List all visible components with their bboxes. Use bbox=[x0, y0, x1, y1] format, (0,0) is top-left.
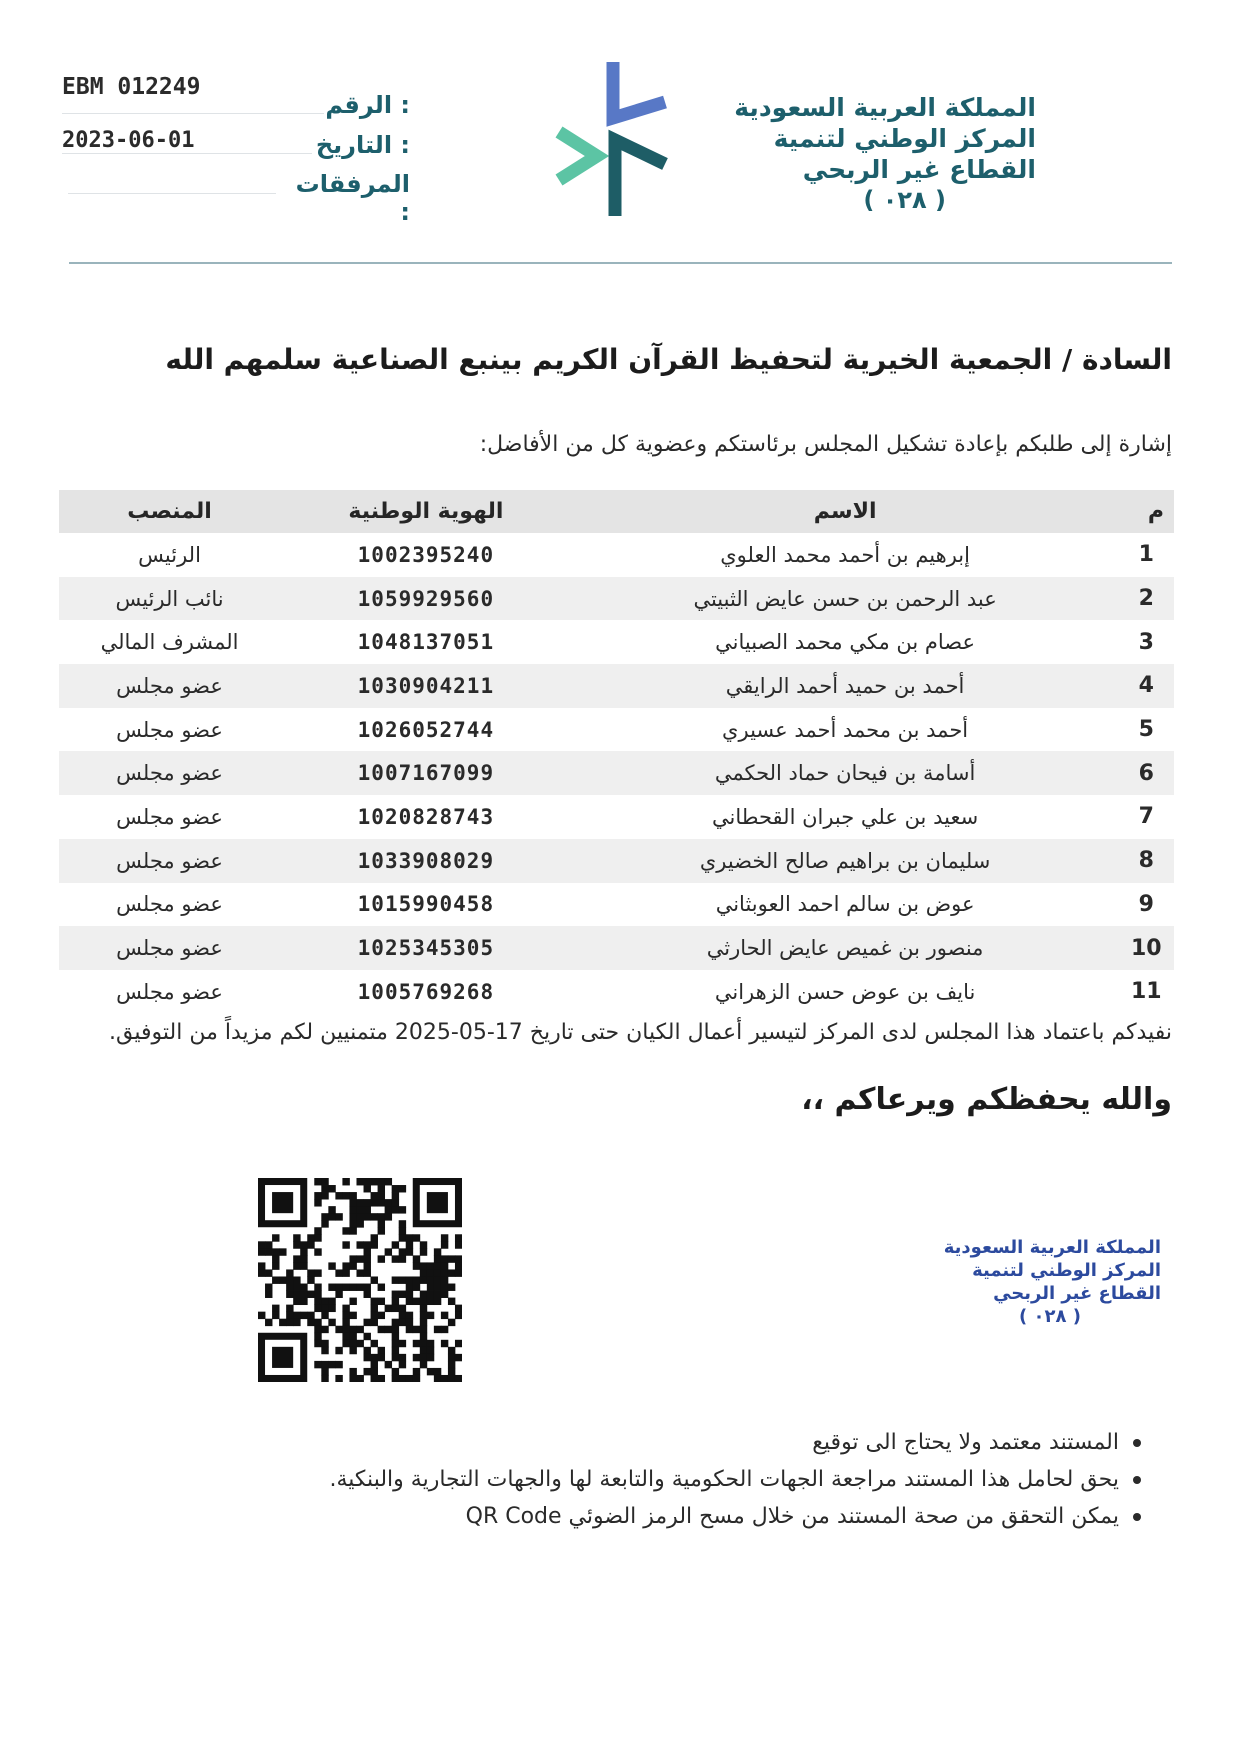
org-stamp bbox=[901, 1236, 1161, 1328]
row-national-id: 1025345305 bbox=[280, 926, 572, 970]
row-position: عضو مجلس bbox=[116, 979, 223, 1004]
row-position: عضو مجلس bbox=[59, 926, 280, 970]
bullet-icon bbox=[1133, 1513, 1141, 1521]
row-num: 8 bbox=[1119, 839, 1174, 883]
stamp-line-1: المملكة العربية السعودية bbox=[943, 1237, 1161, 1258]
note-text: يحق لحامل هذا المستند مراجعة الجهات الحكومية والتابعة لها والجهات التجارية والبنكية. bbox=[329, 1467, 1119, 1492]
row-position: عضو مجلس bbox=[59, 839, 280, 883]
intro-text: إشارة إلى طلبكم بإعادة تشكيل المجلس برئاستكم وعضوية كل من الأفاضل: bbox=[479, 432, 1172, 457]
header-divider bbox=[69, 262, 1172, 264]
row-num: 9 bbox=[1138, 891, 1154, 917]
row-position: عضو مجلس bbox=[116, 804, 223, 829]
header-name: الاسم bbox=[572, 490, 1119, 533]
table-row bbox=[59, 708, 1174, 752]
validity-notice: نفيدكم باعتماد هذا المجلس لدى المركز لتيسير أعمال الكيان حتى تاريخ 17-05-2025 متمنيين لكم مزيداً من التوفيق. bbox=[109, 1020, 1172, 1045]
list-item bbox=[241, 1461, 1141, 1498]
row-national-id: 1059929560 bbox=[280, 577, 572, 621]
row-national-id: 1030904211 bbox=[280, 664, 572, 708]
org-line-2: المركز الوطني لتنمية bbox=[773, 124, 1036, 153]
recipient-line: السادة / الجمعية الخيرية لتحفيظ القرآن الكريم بينبع الصناعية سلمهم الله bbox=[165, 343, 1172, 376]
reference-number: EBM 012249 bbox=[62, 74, 201, 100]
bullet-icon bbox=[1133, 1476, 1141, 1484]
row-name: أحمد بن حميد أحمد الرايقي bbox=[572, 664, 1119, 708]
row-num: 11 bbox=[1130, 979, 1162, 1005]
row-position: عضو مجلس bbox=[59, 664, 280, 708]
date-label: التاريخ : bbox=[315, 131, 410, 159]
stamp-line-3: القطاع غير الربحي bbox=[993, 1283, 1161, 1304]
table-row bbox=[59, 839, 1174, 883]
row-name: عوض بن سالم احمد العوبثاني bbox=[715, 892, 975, 917]
row-num: 10 bbox=[1119, 926, 1174, 970]
row-position: عضو مجلس bbox=[59, 751, 280, 795]
header-position: المنصب bbox=[59, 490, 280, 533]
date-underline bbox=[62, 153, 312, 154]
row-num: 2 bbox=[1119, 577, 1174, 621]
row-name: أحمد بن محمد أحمد عسيري bbox=[722, 717, 969, 742]
row-position: عضو مجلس bbox=[116, 717, 223, 742]
header-national-id: الهوية الوطنية bbox=[280, 490, 572, 533]
row-position: عضو مجلس bbox=[116, 892, 223, 917]
footer-notes bbox=[241, 1424, 1141, 1535]
row-name: سليمان بن براهيم صالح الخضيري bbox=[572, 839, 1119, 883]
ncnp-star-logo-icon bbox=[553, 60, 673, 220]
table-header-row bbox=[59, 490, 1174, 533]
qr-code-icon[interactable] bbox=[258, 1178, 462, 1382]
row-name: عصام بن مكي محمد الصبياني bbox=[715, 630, 976, 655]
table-row bbox=[59, 620, 1174, 664]
org-line-1: المملكة العربية السعودية bbox=[734, 93, 1036, 122]
row-num: 3 bbox=[1138, 629, 1154, 655]
row-national-id: 1020828743 bbox=[357, 804, 495, 829]
table-row bbox=[59, 883, 1174, 927]
row-national-id: 1007167099 bbox=[280, 751, 572, 795]
note-text: المستند معتمد ولا يحتاج الى توقيع bbox=[812, 1430, 1119, 1455]
table-row bbox=[59, 533, 1174, 577]
row-name: منصور بن غميص عايض الحارثي bbox=[572, 926, 1119, 970]
attachments-label: المرفقات : bbox=[295, 170, 410, 226]
row-name: عبد الرحمن بن حسن عايض الثبيتي bbox=[572, 577, 1119, 621]
row-national-id: 1002395240 bbox=[357, 542, 495, 567]
members-table bbox=[59, 490, 1174, 1014]
table-row bbox=[59, 577, 1174, 621]
org-code: ( ٠٢٨ ) bbox=[863, 186, 946, 214]
header-num: م bbox=[1119, 490, 1174, 533]
document-date: 2023-06-01 bbox=[62, 128, 195, 153]
row-name: أسامة بن فيحان حماد الحكمي bbox=[572, 751, 1119, 795]
table-row bbox=[59, 926, 1174, 970]
note-text: يمكن التحقق من صحة المستند من خلال مسح الرمز الضوئي QR Code bbox=[465, 1504, 1119, 1529]
attachments-underline bbox=[68, 193, 276, 194]
row-national-id: 1026052744 bbox=[357, 717, 495, 742]
row-national-id: 1015990458 bbox=[357, 892, 495, 917]
row-num: 5 bbox=[1138, 717, 1154, 743]
stamp-code: ( ٠٢٨ ) bbox=[1019, 1306, 1081, 1327]
list-item bbox=[241, 1424, 1141, 1461]
row-num: 7 bbox=[1138, 804, 1154, 830]
table-row bbox=[59, 795, 1174, 839]
reference-label: الرقم : bbox=[325, 91, 410, 119]
row-position: نائب الرئيس bbox=[59, 577, 280, 621]
row-national-id: 1033908029 bbox=[280, 839, 572, 883]
row-name: نايف بن عوض حسن الزهراني bbox=[714, 979, 976, 1004]
stamp-line-2: المركز الوطني لتنمية bbox=[972, 1260, 1161, 1281]
row-position: الرئيس bbox=[138, 542, 201, 567]
table-row bbox=[59, 970, 1174, 1014]
bullet-icon bbox=[1133, 1439, 1141, 1447]
org-line-3: القطاع غير الربحي bbox=[802, 155, 1036, 184]
org-name-block bbox=[696, 92, 1036, 216]
row-name: إبرهيم بن أحمد محمد العلوي bbox=[720, 542, 970, 567]
list-item bbox=[241, 1498, 1141, 1535]
row-national-id: 1005769268 bbox=[357, 979, 495, 1004]
row-num: 1 bbox=[1138, 542, 1154, 568]
row-position: المشرف المالي bbox=[100, 630, 239, 655]
row-num: 6 bbox=[1119, 751, 1174, 795]
closing-phrase: والله يحفظكم ويرعاكم ،، bbox=[801, 1082, 1172, 1117]
row-national-id: 1048137051 bbox=[357, 630, 495, 655]
row-num: 4 bbox=[1119, 664, 1174, 708]
row-name: سعيد بن علي جبران القحطاني bbox=[712, 804, 979, 829]
table-row bbox=[59, 751, 1174, 795]
table-row bbox=[59, 664, 1174, 708]
